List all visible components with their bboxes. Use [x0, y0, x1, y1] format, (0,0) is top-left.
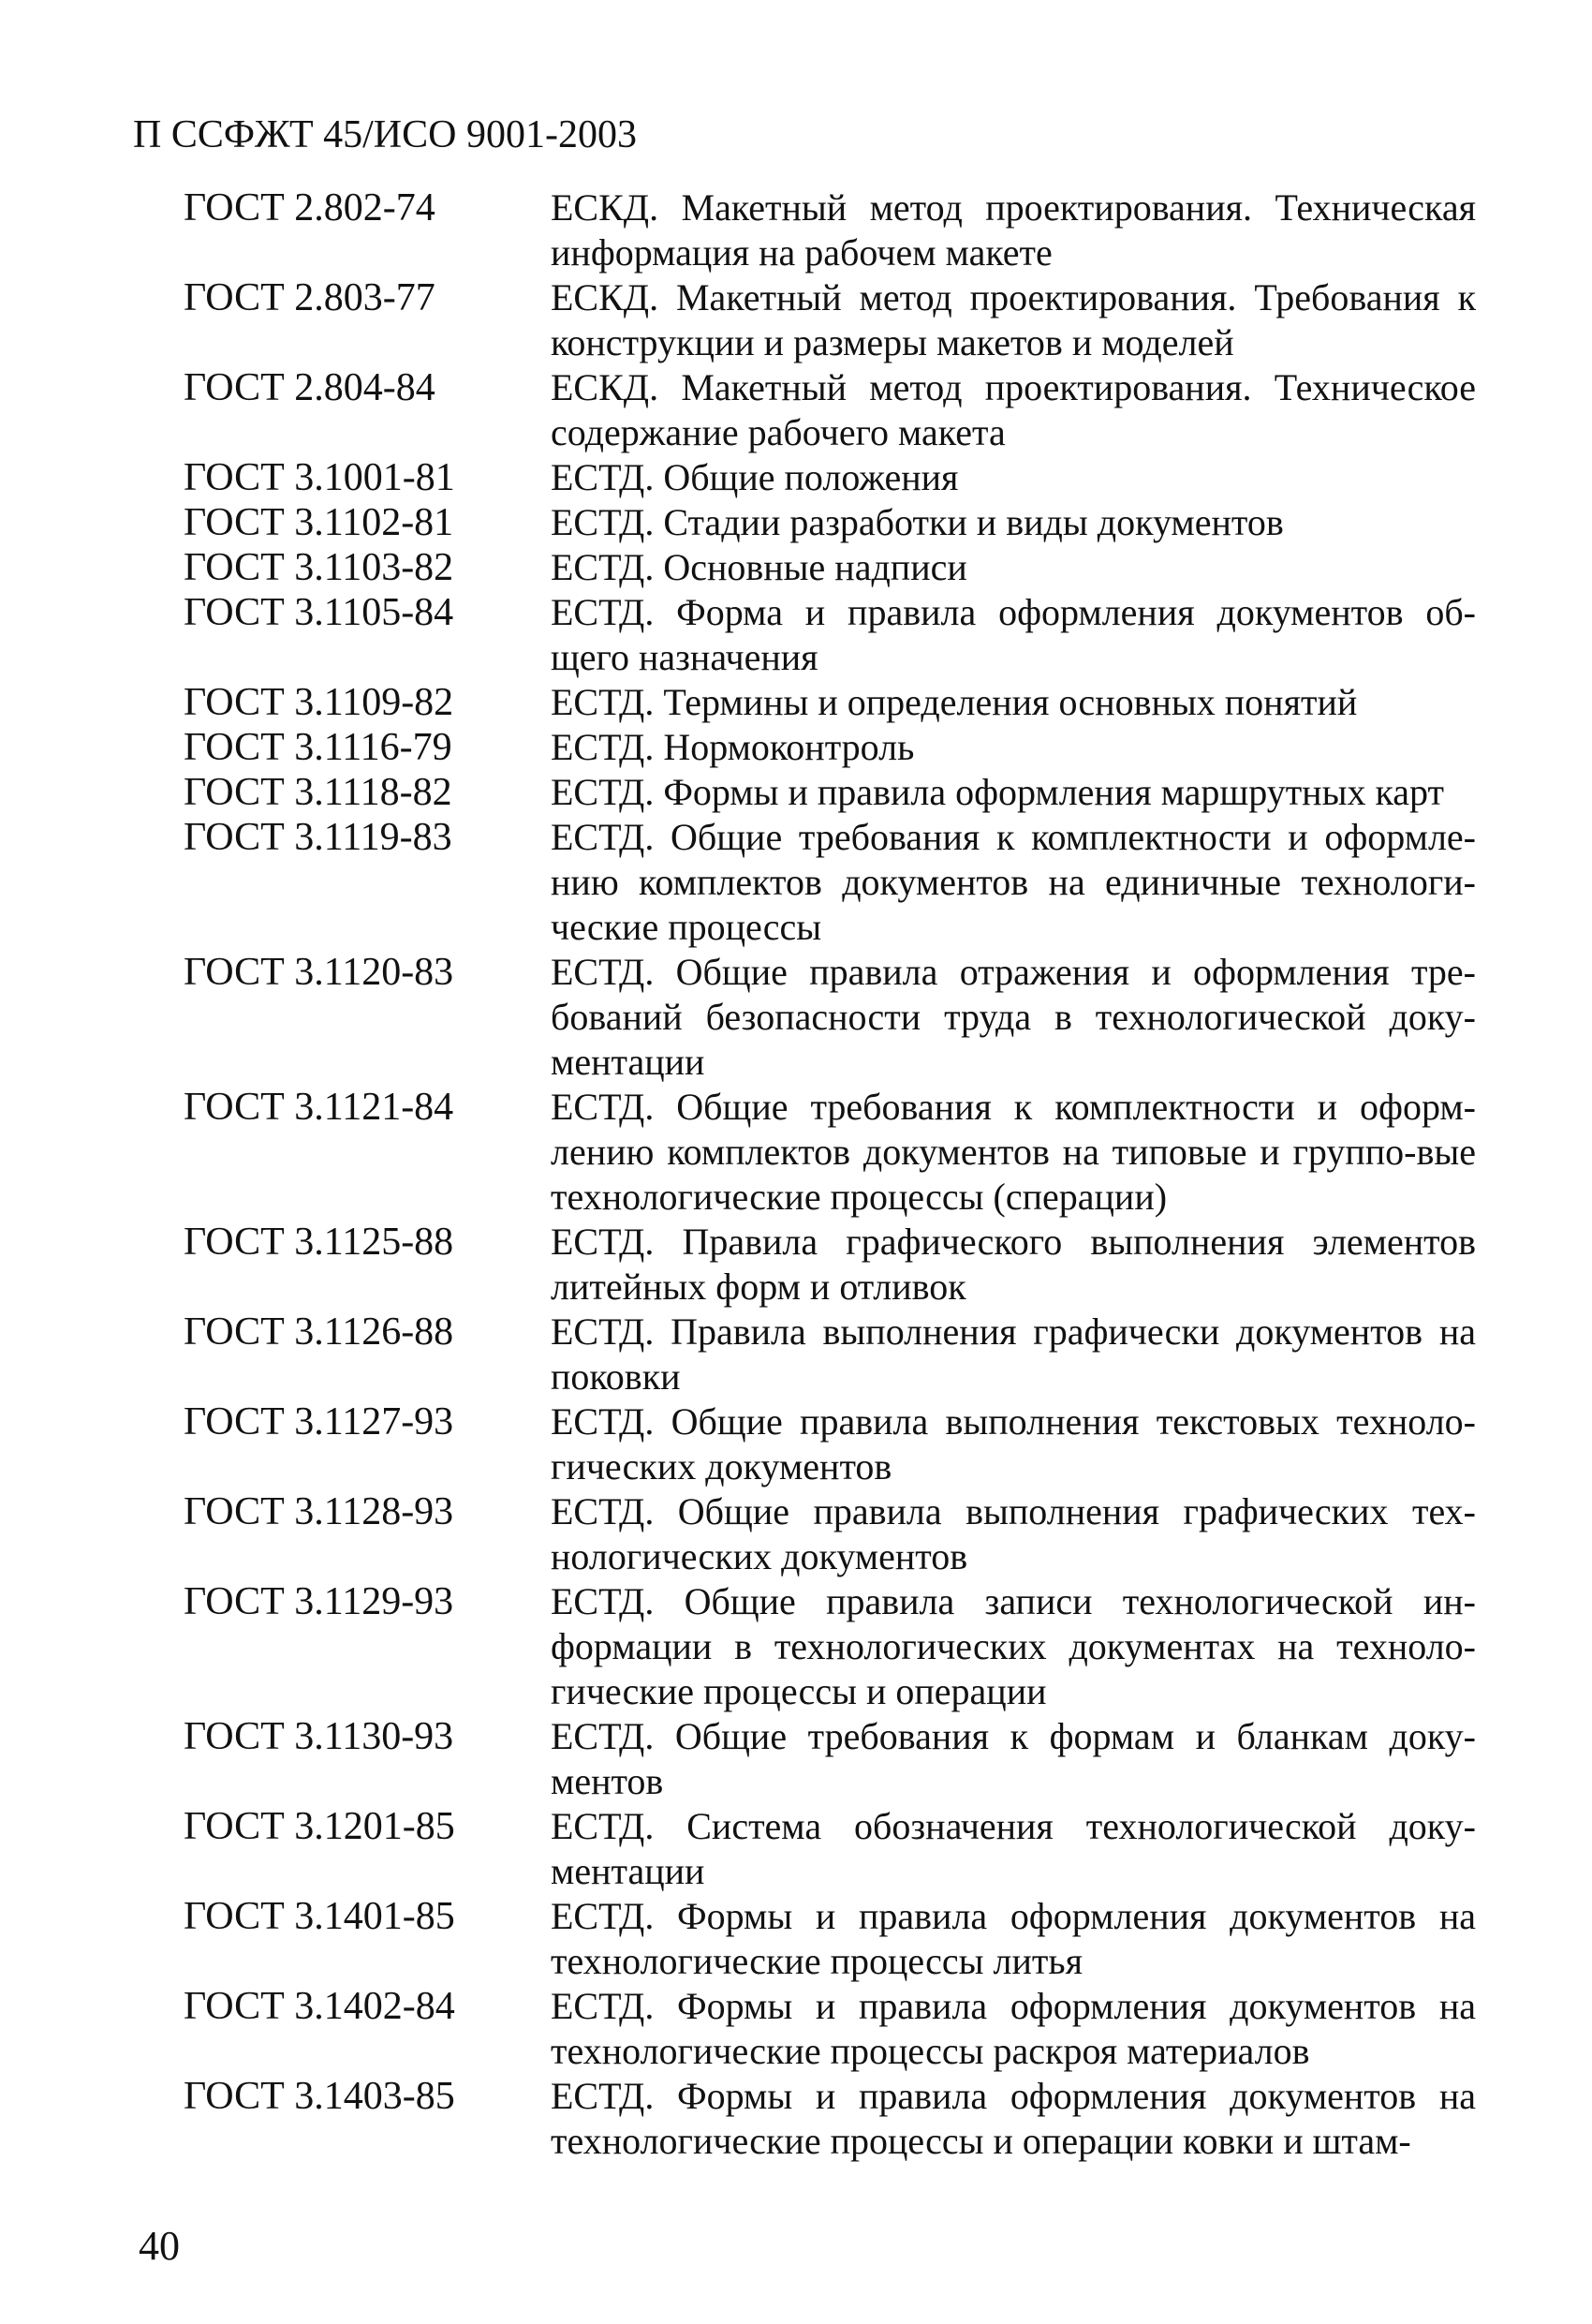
- standard-description: ЕСТД. Формы и правила оформления маршрутных карт: [551, 771, 1444, 813]
- standard-code: ГОСТ 3.1401-85: [184, 1895, 455, 1938]
- standard-description: ЕСТД. Общие правила выполнения текстовых техноло-​гических документов: [551, 1400, 1476, 1488]
- standard-code: ГОСТ 3.1105-84: [184, 591, 454, 634]
- standard-entry: [184, 1804, 1476, 1894]
- standard-code: ГОСТ 2.803-77: [184, 276, 435, 319]
- standard-entry: [184, 1894, 1476, 1984]
- standard-description: ЕСКД. Макетный метод проектирования. Техническое содержание рабочего макета: [551, 366, 1476, 453]
- standard-entry: [184, 1489, 1476, 1579]
- standard-description: ЕСТД. Правила выполнения графически документов на поковки: [551, 1310, 1476, 1398]
- standard-description: ЕСТД. Общие требования к комплектности и оформ-​лению комплектов документов на типовые и группо-​вые технологические процессы (сперации): [551, 1086, 1476, 1218]
- standard-entry: [184, 770, 1476, 815]
- standard-entry: [184, 545, 1476, 590]
- standard-code: ГОСТ 3.1118-82: [184, 771, 452, 814]
- standard-entry: [184, 1579, 1476, 1714]
- standard-description: ЕСТД. Формы и правила оформления документов на технологические процессы раскроя материалов: [551, 1985, 1476, 2072]
- standard-description: ЕСТД. Общие положения: [551, 456, 959, 498]
- standard-description: ЕСКД. Макетный метод проектирования. Требования к конструкции и размеры макетов и моделей: [551, 276, 1476, 363]
- standard-description: ЕСТД. Основные надписи: [551, 546, 967, 588]
- standard-entry: [184, 1085, 1476, 1220]
- standard-code: ГОСТ 3.1119-83: [184, 816, 452, 859]
- standard-entry: [184, 1399, 1476, 1489]
- standard-description: ЕСТД. Общие правила записи технологической ин-​формации в технологических документах на техноло-​гические процессы и операции: [551, 1580, 1476, 1712]
- standard-description: ЕСТД. Нормоконтроль: [551, 726, 915, 768]
- standard-code: ГОСТ 3.1128-93: [184, 1490, 454, 1533]
- standard-description: ЕСТД. Общие требования к комплектности и оформле-​нию комплектов документов на единичные технологи-​ческие процессы: [551, 816, 1476, 948]
- standard-entry: [184, 950, 1476, 1085]
- standard-code: ГОСТ 3.1127-93: [184, 1400, 454, 1443]
- standard-code: ГОСТ 3.1125-88: [184, 1221, 454, 1264]
- standard-entry: [184, 1310, 1476, 1399]
- standard-entry: [184, 2074, 1476, 2164]
- standard-code: ГОСТ 3.1103-82: [184, 546, 454, 589]
- standard-code: ГОСТ 3.1201-85: [184, 1805, 455, 1848]
- document-header: П ССФЖТ 45/ИСО 9001-2003: [133, 113, 637, 156]
- standard-description: ЕСТД. Общие требования к формам и бланкам доку-​ментов: [551, 1715, 1476, 1802]
- standard-description: ЕСТД. Форма и правила оформления документов об-​щего назначения: [551, 591, 1476, 678]
- standard-code: ГОСТ 3.1121-84: [184, 1086, 454, 1129]
- standard-code: ГОСТ 3.1120-83: [184, 951, 454, 994]
- standard-code: ГОСТ 3.1116-79: [184, 726, 452, 769]
- standard-entry: [184, 815, 1476, 950]
- standard-code: ГОСТ 3.1402-84: [184, 1985, 455, 2028]
- standard-description: ЕСТД. Стадии разработки и виды документов: [551, 501, 1284, 543]
- standard-code: ГОСТ 3.1130-93: [184, 1715, 454, 1758]
- standard-code: ГОСТ 3.1109-82: [184, 681, 454, 724]
- standard-code: ГОСТ 3.1102-81: [184, 501, 454, 544]
- standard-description: ЕСТД. Формы и правила оформления документов на технологические процессы литья: [551, 1895, 1476, 1982]
- standards-list: [184, 185, 1476, 2164]
- standard-entry: [184, 1220, 1476, 1310]
- standard-entry: [184, 680, 1476, 725]
- standard-entry: [184, 365, 1476, 455]
- standard-code: ГОСТ 3.1129-93: [184, 1580, 454, 1623]
- standard-entry: [184, 725, 1476, 770]
- standard-description: ЕСТД. Термины и определения основных понятий: [551, 681, 1358, 723]
- page-number: 40: [139, 2223, 180, 2269]
- standard-description: ЕСТД. Общие правила отражения и оформления тре-​бований безопасности труда в технологической доку-​ментации: [551, 951, 1476, 1083]
- standard-entry: [184, 590, 1476, 680]
- standard-code: ГОСТ 2.802-74: [184, 186, 435, 229]
- standard-description: ЕСТД. Система обозначения технологической доку-​ментации: [551, 1805, 1476, 1892]
- standard-code: ГОСТ 2.804-84: [184, 366, 435, 409]
- standard-entry: [184, 275, 1476, 365]
- standard-code: ГОСТ 3.1403-85: [184, 2075, 455, 2118]
- standard-entry: [184, 1984, 1476, 2074]
- standard-description: ЕСТД. Правила графического выполнения элементов литейных форм и отливок: [551, 1221, 1476, 1308]
- standard-description: ЕСКД. Макетный метод проектирования. Техническая информация на рабочем макете: [551, 186, 1476, 274]
- standard-entry: [184, 1714, 1476, 1804]
- standard-description: ЕСТД. Формы и правила оформления документов на технологические процессы и операции ковки и штам-: [551, 2075, 1476, 2162]
- standard-entry: [184, 185, 1476, 275]
- standard-code: ГОСТ 3.1001-81: [184, 456, 455, 499]
- standard-entry: [184, 500, 1476, 545]
- standard-description: ЕСТД. Общие правила выполнения графических тех-​нологических документов: [551, 1490, 1476, 1577]
- standard-entry: [184, 455, 1476, 500]
- standard-code: ГОСТ 3.1126-88: [184, 1310, 454, 1354]
